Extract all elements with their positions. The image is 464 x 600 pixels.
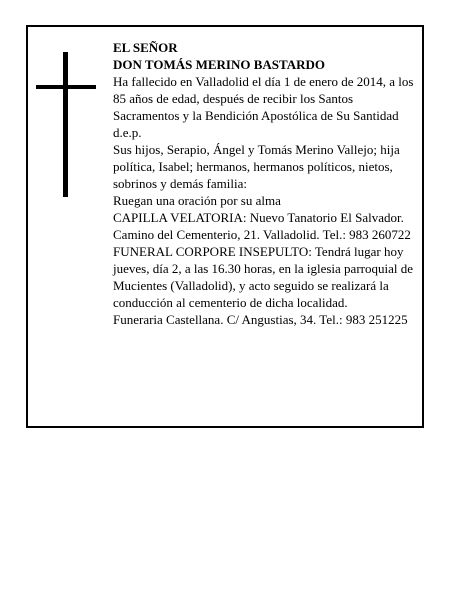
family-members: Sus hijos, Serapio, Ángel y Tomás Merino Vallejo; hija política, Isabel; hermanos, hermanos políticos, nietos, sobrinos y demás familia:: [113, 142, 400, 191]
chapel-info: CAPILLA VELATORIA: Nuevo Tanatorio El Salvador. Camino del Cementerio, 21. Valladolid. Tel.: 983 260722: [113, 210, 411, 242]
deceased-name: DON TOMÁS MERINO BASTARDO: [113, 57, 325, 72]
cross-vertical-bar: [63, 52, 68, 197]
cross-icon: [36, 52, 96, 197]
prayer-request: Ruegan una oración por su alma: [113, 193, 281, 208]
death-announcement: Ha fallecido en Valladolid el día 1 de enero de 2014, a los 85 años de edad, después de recibir los Santos Sacramentos y la Bendición Apostólica de Su Santidad d.e.p.: [113, 74, 414, 140]
notice-title: EL SEÑOR: [113, 40, 178, 55]
cross-horizontal-bar: [36, 85, 96, 89]
notice-text: [113, 39, 419, 328]
funeral-home-info: Funeraria Castellana. C/ Angustias, 34. Tel.: 983 251225: [113, 312, 408, 327]
funeral-info: FUNERAL CORPORE INSEPULTO: Tendrá lugar hoy jueves, día 2, a las 16.30 horas, en la iglesia parroquial de Mucientes (Valladolid), y acto seguido se realizará la conducción al cementerio de dicha localidad.: [113, 244, 413, 310]
